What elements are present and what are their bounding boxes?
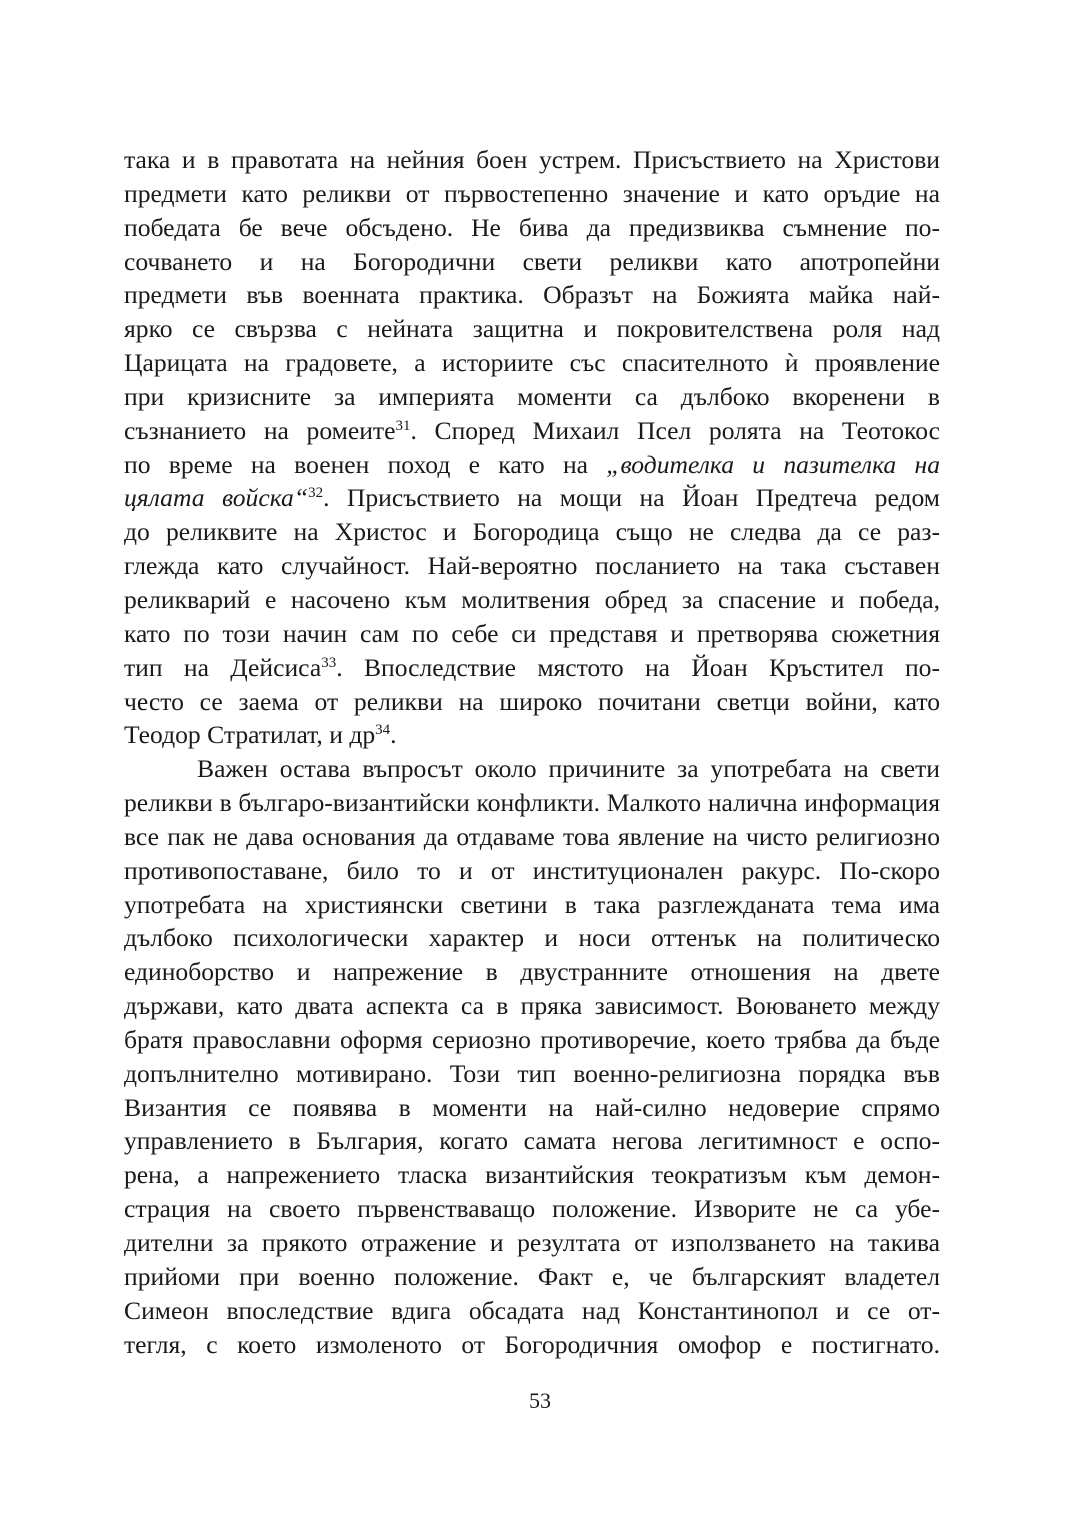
text-line: страция на своето първенстваващо положение. Изворите не са убе- [124, 1194, 940, 1224]
text-line: Царицата на градовете, а историите със спасителното ѝ проявление [124, 348, 940, 378]
text-line [124, 414, 940, 448]
text-line: предмети като реликви от първостепенно значение и като оръдие на [124, 178, 940, 208]
text-line: реликви в българо-византийски конфликти. Малкото налична информация [124, 788, 940, 818]
text-line: управлението в България, когато самата негова легитимност е оспо- [124, 1126, 940, 1156]
text-line: дълбоко психологически характер и носи оттенък на политическо [124, 923, 940, 953]
text-line: рена, а напрежението тласка византийския теократизъм към демон- [124, 1160, 940, 1190]
text-line: Симеон впоследствие вдига обсадата над Константинопол и се от- [124, 1295, 940, 1325]
text-line: Византия се появява в моменти на най-силно недоверие спрямо [124, 1092, 940, 1122]
text-run: . [390, 720, 397, 750]
text-line: при кризисните за империята моменти са дълбоко вкоренени в [124, 381, 940, 411]
text-line: единоборство и напрежение в двустранните отношения на двете [124, 957, 940, 987]
page-number: 53 [529, 1388, 551, 1413]
text-line: до реликвите на Христос и Богородица също не следва да се раз- [124, 517, 940, 547]
text-line: Важен остава въпросът около причините за употребата на свети [197, 754, 940, 784]
text-run: . Впоследствие мястото на Йоан Кръстител по- [336, 652, 940, 682]
text-line: така и в правотата на нейния боен устрем. Присъствието на Христови [124, 145, 940, 174]
paragraph-2 [124, 752, 940, 1361]
text-run: Теодор Стратилат, и др [124, 720, 376, 750]
text-line: дителни за прякото отражение и резултата от използването на такива [124, 1228, 940, 1257]
text-run: съзнанието на ромеите [124, 415, 396, 445]
text-line: глежда като случайност. Най-вероятно посланието на така съставен [124, 551, 940, 581]
text-line: победата бе вече обсъдено. Не бива да предизвиква съмнение по- [124, 212, 940, 242]
text-line [124, 448, 940, 482]
text-line: тегля, с което измоленото от Богородичния омофор е постигнато. [124, 1329, 940, 1359]
text-line: допълнително мотивирано. Този тип военно-религиозна порядка във [124, 1058, 940, 1088]
text-run: . Според Михаил Псел ролята на Теотокос [410, 415, 940, 445]
text-line: предмети във военната практика. Образът на Божията майка най- [124, 280, 940, 310]
body-text [124, 143, 940, 1361]
text-line [124, 718, 940, 752]
text-line: все пак не дава основания да отдаваме това явление на чисто религиозно [124, 821, 940, 851]
text-line [124, 651, 940, 685]
footnote-ref-33: 33 [321, 654, 337, 671]
quotation-italic: „водителка и пазителка на [606, 449, 940, 479]
text-run: тип на Дейсиса [124, 652, 322, 682]
text-run: по време на военен поход е като на [124, 449, 607, 479]
text-line: братя православни оформя сериозно противоречие, което трябва да бъде [124, 1024, 940, 1054]
text-line: държави, като двата аспекта са в пряка зависимост. Воюването между [124, 991, 940, 1021]
footnote-ref-31: 31 [395, 417, 411, 434]
text-line: като по този начин сам по себе си представя и претворява сюжетния [124, 618, 940, 648]
text-line [124, 481, 940, 515]
paragraph-1 [124, 143, 940, 752]
quotation-italic: цялата войска“ [124, 483, 309, 513]
text-line: често се заема от реликви на широко почитани светци войни, като [124, 686, 940, 716]
text-line: ярко се свързва с нейната защитна и покровителствена роля над [124, 314, 940, 344]
text-line: сочването и на Богородични свети реликви като апотропейни [124, 246, 940, 276]
text-line: употребата на християнски светини в така разглежданата тема има [124, 889, 940, 919]
footnote-ref-32: 32 [308, 485, 324, 502]
text-run: . Присъствието на мощи на Йоан Предтеча редом [323, 483, 940, 513]
text-line: противопоставане, било то и от институционален ракурс. По-скоро [124, 855, 940, 885]
footnote-ref-34: 34 [375, 722, 391, 739]
text-line: прийоми при военно положение. Факт е, че българският владетел [124, 1261, 940, 1291]
text-line: реликварий е насочено към молитвения обред за спасение и победа, [124, 584, 940, 614]
